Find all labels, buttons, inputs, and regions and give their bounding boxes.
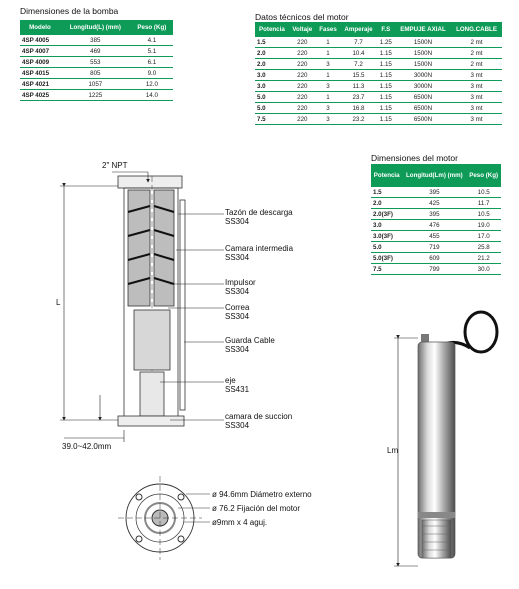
table-cell: 220 bbox=[289, 48, 316, 59]
table-cell: 220 bbox=[289, 59, 316, 70]
part-label-impeller bbox=[225, 278, 256, 296]
table-cell: 1225 bbox=[60, 90, 131, 101]
motor-dim-table-title: Dimensiones del motor bbox=[371, 153, 458, 163]
column-header: F.S bbox=[377, 22, 395, 37]
column-header: LONG.CABLE bbox=[451, 22, 502, 37]
part-label-intermediate bbox=[225, 244, 293, 262]
table-cell: 609 bbox=[402, 253, 466, 264]
column-header: Amperaje bbox=[340, 22, 377, 37]
table-cell: 10.5 bbox=[466, 209, 501, 220]
table-cell: 4SP 4021 bbox=[20, 79, 60, 90]
column-header: Voltaje bbox=[289, 22, 316, 37]
column-header: Fases bbox=[316, 22, 340, 37]
pump-length-label: L bbox=[56, 298, 61, 307]
part-label-discharge bbox=[225, 208, 293, 226]
flange-note-holes: ø9mm x 4 aguj. bbox=[212, 518, 268, 527]
flange-note-outer: ø 94.6mm Diámetro externo bbox=[212, 490, 312, 499]
part-material: SS304 bbox=[225, 253, 250, 262]
flange-note-fixing: ø 76.2 Fijación del motor bbox=[212, 504, 301, 513]
table-cell: 7.2 bbox=[340, 59, 377, 70]
table-cell: 220 bbox=[289, 92, 316, 103]
table-cell: 3.0 bbox=[255, 70, 289, 81]
part-name: Guarda Cable bbox=[225, 336, 275, 345]
table-cell: 4SP 4007 bbox=[20, 46, 60, 57]
table-cell: 7.7 bbox=[340, 37, 377, 48]
part-material: SS304 bbox=[225, 345, 250, 354]
table-cell: 220 bbox=[289, 114, 316, 125]
table-cell: 4SP 4005 bbox=[20, 35, 60, 46]
table-cell: 6500N bbox=[395, 103, 451, 114]
table-cell: 6.1 bbox=[131, 57, 173, 68]
table-cell: 385 bbox=[60, 35, 131, 46]
table-cell: 10.5 bbox=[466, 187, 501, 198]
table-cell: 425 bbox=[402, 198, 466, 209]
part-material: SS304 bbox=[225, 217, 250, 226]
table-cell: 469 bbox=[60, 46, 131, 57]
part-name: Correa bbox=[225, 303, 250, 312]
table-cell: 395 bbox=[402, 187, 466, 198]
table-cell: 455 bbox=[402, 231, 466, 242]
flange-top-view bbox=[118, 476, 210, 560]
table-cell: 23.2 bbox=[340, 114, 377, 125]
table-cell: 1.25 bbox=[377, 37, 395, 48]
table-cell: 1.15 bbox=[377, 103, 395, 114]
table-cell: 1500N bbox=[395, 59, 451, 70]
part-name: camara de succion bbox=[225, 412, 293, 421]
table-cell: 5.0(3F) bbox=[371, 253, 402, 264]
table-cell: 6500N bbox=[395, 114, 451, 125]
part-label-shaft bbox=[225, 376, 249, 394]
table-cell: 2.0 bbox=[255, 59, 289, 70]
table-cell: 3 bbox=[316, 59, 340, 70]
column-header: Peso (Kg) bbox=[466, 164, 501, 187]
table-cell: 3 mt bbox=[451, 103, 502, 114]
column-header: EMPUJE AXIAL bbox=[395, 22, 451, 37]
table-cell: 11.3 bbox=[340, 81, 377, 92]
table-cell: 5.1 bbox=[131, 46, 173, 57]
table-cell: 25.8 bbox=[466, 242, 501, 253]
table-cell: 1 bbox=[316, 48, 340, 59]
table-cell: 5.0 bbox=[371, 242, 402, 253]
table-cell: 3 mt bbox=[451, 114, 502, 125]
part-name: eje bbox=[225, 376, 236, 385]
table-cell: 30.0 bbox=[466, 264, 501, 275]
table-cell: 1.15 bbox=[377, 114, 395, 125]
table-cell: 7.5 bbox=[371, 264, 402, 275]
part-label-cable-guard bbox=[225, 336, 275, 354]
table-cell: 1.15 bbox=[377, 70, 395, 81]
table-cell: 220 bbox=[289, 81, 316, 92]
table-cell: 2 mt bbox=[451, 59, 502, 70]
table-cell: 3 mt bbox=[451, 81, 502, 92]
motor-length-label: Lm bbox=[387, 446, 399, 455]
table-cell: 476 bbox=[402, 220, 466, 231]
table-cell: 11.7 bbox=[466, 198, 501, 209]
table-cell: 2 mt bbox=[451, 48, 502, 59]
table-cell: 2 mt bbox=[451, 37, 502, 48]
table-cell: 17.0 bbox=[466, 231, 501, 242]
part-name: Camara intermedia bbox=[225, 244, 294, 253]
table-cell: 23.7 bbox=[340, 92, 377, 103]
table-cell: 2.0(3F) bbox=[371, 209, 402, 220]
table-cell: 1.5 bbox=[255, 37, 289, 48]
column-header: Modelo bbox=[20, 20, 60, 35]
table-cell: 3 bbox=[316, 103, 340, 114]
table-cell: 1 bbox=[316, 37, 340, 48]
motor-illustration bbox=[394, 312, 497, 566]
table-cell: 220 bbox=[289, 103, 316, 114]
table-cell: 3000N bbox=[395, 70, 451, 81]
table-cell: 14.0 bbox=[131, 90, 173, 101]
table-cell: 1500N bbox=[395, 37, 451, 48]
table-cell: 1.15 bbox=[377, 92, 395, 103]
part-material: SS304 bbox=[225, 312, 250, 321]
part-name: Impulsor bbox=[225, 278, 256, 287]
table-cell: 220 bbox=[289, 37, 316, 48]
table-cell: 805 bbox=[60, 68, 131, 79]
part-material: SS304 bbox=[225, 421, 250, 430]
table-cell: 21.2 bbox=[466, 253, 501, 264]
table-cell: 5.0 bbox=[255, 92, 289, 103]
table-cell: 1.15 bbox=[377, 81, 395, 92]
table-cell: 4.1 bbox=[131, 35, 173, 46]
table-cell: 5.0 bbox=[255, 103, 289, 114]
part-material: SS304 bbox=[225, 287, 250, 296]
table-cell: 19.0 bbox=[466, 220, 501, 231]
table-cell: 1.15 bbox=[377, 48, 395, 59]
table-cell: 3.0 bbox=[371, 220, 402, 231]
table-cell: 6500N bbox=[395, 92, 451, 103]
table-cell: 7.5 bbox=[255, 114, 289, 125]
table-cell: 4SP 4009 bbox=[20, 57, 60, 68]
table-cell: 395 bbox=[402, 209, 466, 220]
table-cell: 16.8 bbox=[340, 103, 377, 114]
table-cell: 220 bbox=[289, 70, 316, 81]
table-cell: 1.15 bbox=[377, 59, 395, 70]
table-cell: 2.0 bbox=[255, 48, 289, 59]
part-label-suction bbox=[225, 412, 292, 430]
table-cell: 10.4 bbox=[340, 48, 377, 59]
table-cell: 3000N bbox=[395, 81, 451, 92]
table-cell: 1.5 bbox=[371, 187, 402, 198]
table-cell: 15.5 bbox=[340, 70, 377, 81]
npt-label: 2" NPT bbox=[102, 161, 128, 170]
part-name: Tazón de descarga bbox=[225, 208, 293, 217]
table-cell: 12.0 bbox=[131, 79, 173, 90]
table-cell: 1 bbox=[316, 92, 340, 103]
pump-width-label: 39.0~42.0mm bbox=[62, 442, 112, 451]
table-cell: 9.0 bbox=[131, 68, 173, 79]
part-material: SS431 bbox=[225, 385, 250, 394]
pump-cross-section bbox=[118, 176, 185, 426]
table-cell: 3.0 bbox=[255, 81, 289, 92]
table-cell: 4SP 4015 bbox=[20, 68, 60, 79]
table-cell: 1 bbox=[316, 70, 340, 81]
table-cell: 3 mt bbox=[451, 70, 502, 81]
table-cell: 3 bbox=[316, 81, 340, 92]
table-cell: 3 mt bbox=[451, 92, 502, 103]
column-header: Longitud(Lm) (mm) bbox=[402, 164, 466, 187]
table-cell: 1500N bbox=[395, 48, 451, 59]
column-header: Potencia bbox=[255, 22, 289, 37]
table-cell: 3 bbox=[316, 114, 340, 125]
column-header: Peso (Kg) bbox=[131, 20, 173, 35]
column-header: Potencia bbox=[371, 164, 402, 187]
table-cell: 553 bbox=[60, 57, 131, 68]
table-cell: 4SP 4025 bbox=[20, 90, 60, 101]
pump-table-title: Dimensiones de la bomba bbox=[20, 6, 119, 16]
table-cell: 3.0(3F) bbox=[371, 231, 402, 242]
column-header: Longitud(L) (mm) bbox=[60, 20, 131, 35]
table-cell: 2.0 bbox=[371, 198, 402, 209]
table-cell: 1057 bbox=[60, 79, 131, 90]
motor-tech-table-title: Datos técnicos del motor bbox=[255, 12, 349, 22]
table-cell: 799 bbox=[402, 264, 466, 275]
part-label-belt bbox=[225, 303, 249, 321]
table-cell: 719 bbox=[402, 242, 466, 253]
